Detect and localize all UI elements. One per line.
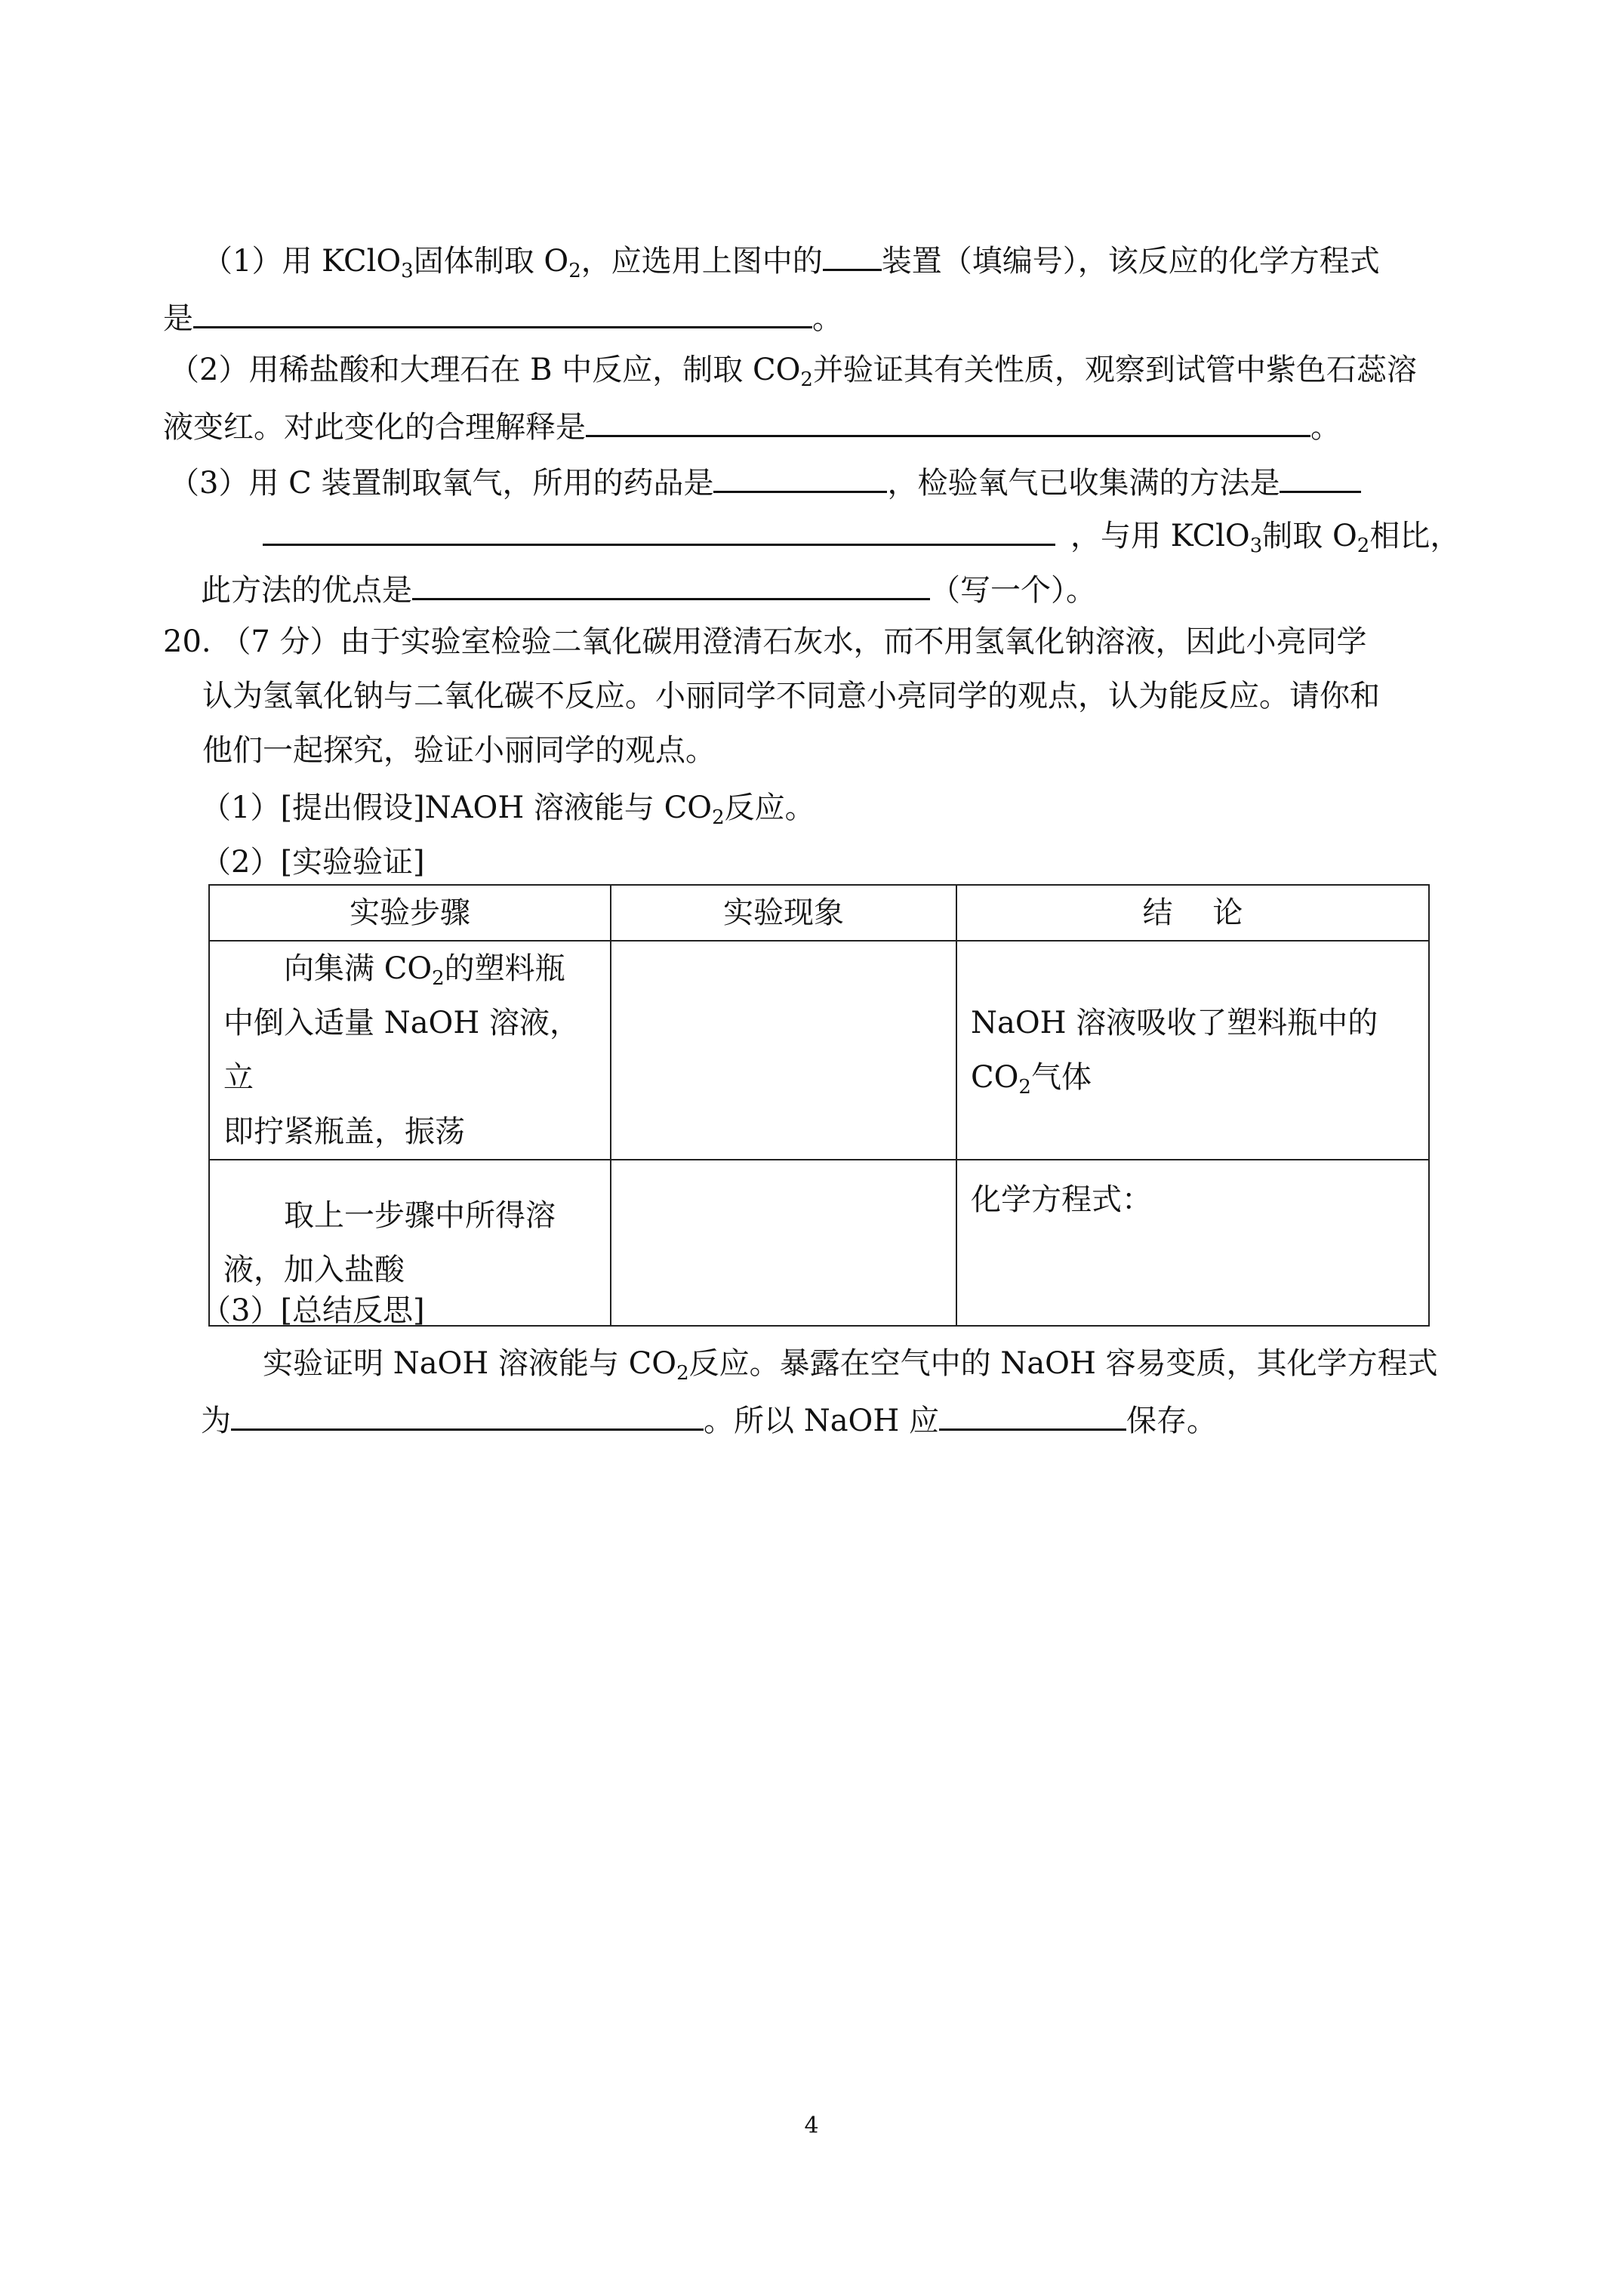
- subscript: 3: [401, 260, 414, 282]
- q20-s3-text-c: 为: [201, 1404, 231, 1438]
- answer-blank[interactable]: [193, 300, 812, 328]
- q19-p1-text-d: 装置（填编号），该反应的化学方程式: [881, 244, 1380, 279]
- q19-p2-text-c: 液变红。对此变化的合理解释是: [163, 410, 586, 445]
- q19-p3-text-d: 制取 O: [1262, 519, 1357, 553]
- table-cell-phenomenon[interactable]: [611, 941, 956, 1160]
- table-header-row: [209, 885, 1429, 941]
- q19-part3-line2: [263, 518, 1461, 557]
- cell-line: [971, 1050, 1415, 1105]
- subscript: 2: [1018, 1076, 1031, 1099]
- table-header: 结 论: [956, 885, 1429, 941]
- q20-step1-text-a: （1）[提出假设]NAOH 溶液能与 CO: [201, 791, 713, 825]
- q19-p2-text-a: （2）用稀盐酸和大理石在 B 中反应，制取 CO: [169, 353, 801, 387]
- q19-p1-text-e: 是: [163, 301, 193, 336]
- q19-p3-text-f: 此方法的优点是: [201, 573, 412, 608]
- q19-p1-text-b: 固体制取 O: [413, 244, 569, 279]
- q19-p3-text-e: 相比，: [1369, 519, 1461, 553]
- table-row: [209, 941, 1429, 1160]
- table-header: 实验步骤: [209, 885, 611, 941]
- answer-blank[interactable]: [1280, 465, 1361, 493]
- q20-step3-line1: [263, 1346, 1438, 1385]
- q19-p3-text-a: （3）用 C 装置制取氧气，所用的药品是: [169, 466, 714, 501]
- q19-part3-line1: [169, 465, 1361, 501]
- page-number: 4: [804, 2113, 819, 2139]
- q20-s3-text-e: 保存。: [1126, 1404, 1217, 1438]
- subscript: 2: [1357, 535, 1370, 557]
- q19-p2-text-d: 。: [1310, 410, 1341, 445]
- q20-line2: 认为氢氧化钠与二氧化碳不反应。小丽同学不同意小亮同学的观点，认为能反应。请你和: [202, 679, 1380, 713]
- cell-line: NaOH 溶液吸收了塑料瓶中的: [971, 1006, 1378, 1040]
- q19-p1-text-f: 。: [812, 301, 842, 336]
- cell-text-part: 气体: [1030, 1060, 1092, 1095]
- q19-part1-line1: [202, 243, 1380, 282]
- answer-blank[interactable]: [713, 465, 887, 493]
- q19-p1-text-a: （1）用 KClO: [202, 244, 402, 279]
- q19-p3-text-c: ，与用 KClO: [1070, 519, 1250, 553]
- subscript: 2: [432, 967, 445, 990]
- q19-part3-line3: [201, 572, 1096, 606]
- q19-part1-line2: [163, 300, 842, 334]
- q19-p3-text-g: （写一个）。: [930, 573, 1096, 608]
- cell-line: 中倒入适量 NaOH 溶液，立: [223, 1006, 580, 1095]
- subscript: 2: [568, 260, 581, 282]
- cell-line: 取上一步骤中所得溶: [284, 1198, 556, 1233]
- q20-line1: 20. （7 分）由于实验室检验二氧化碳用澄清石灰水，而不用氢氧化钠溶液，因此小亮同学: [163, 624, 1367, 659]
- cell-line: [223, 942, 596, 996]
- subscript: 2: [712, 806, 725, 829]
- experiment-table: [208, 884, 1430, 1327]
- answer-blank[interactable]: [231, 1403, 704, 1431]
- cell-text-part: 的塑料瓶: [444, 951, 565, 986]
- cell-line: 液，加入盐酸: [223, 1253, 405, 1287]
- subscript: 3: [1249, 535, 1263, 557]
- table-cell-step: [209, 941, 611, 1160]
- q19-part2-line1: [169, 353, 1417, 391]
- answer-blank[interactable]: [586, 409, 1310, 437]
- q20-s3-text-b: 反应。暴露在空气中的 NaOH 容易变质，其化学方程式: [688, 1346, 1438, 1381]
- answer-blank[interactable]: [939, 1403, 1126, 1431]
- subscript: 2: [676, 1362, 689, 1385]
- q20-step1-text-b: 反应。: [724, 791, 815, 825]
- answer-blank[interactable]: [412, 572, 930, 600]
- q20-step1: [201, 791, 815, 829]
- cell-text-part: CO: [971, 1060, 1019, 1095]
- cell-line: 即拧紧瓶盖，振荡: [223, 1114, 465, 1149]
- q20-step2: （2）[实验验证]: [201, 845, 425, 880]
- table-cell-conclusion: [956, 941, 1429, 1160]
- table-header: 实验现象: [611, 885, 956, 941]
- q19-p3-text-b: ，检验氧气已收集满的方法是: [887, 466, 1280, 501]
- q19-p2-text-b: 并验证其有关性质，观察到试管中紫色石蕊溶: [812, 353, 1417, 387]
- q20-s3-text-a: 实验证明 NaOH 溶液能与 CO: [263, 1346, 677, 1381]
- q19-p1-text-c: ，应选用上图中的: [581, 244, 823, 279]
- q20-step3: （3）[总结反思]: [201, 1293, 425, 1328]
- q20-s3-text-d: 。所以 NaOH 应: [704, 1404, 939, 1438]
- cell-text-part: 向集满 CO: [284, 951, 433, 986]
- q20-line3: 他们一起探究，验证小丽同学的观点。: [202, 733, 716, 768]
- table-cell-conclusion[interactable]: [956, 1160, 1429, 1326]
- answer-blank[interactable]: [823, 243, 882, 271]
- table-cell-phenomenon[interactable]: [611, 1160, 956, 1326]
- cell-line: 化学方程式：: [971, 1182, 1152, 1217]
- subscript: 2: [800, 368, 813, 391]
- q19-part2-line2: [163, 409, 1341, 445]
- answer-blank[interactable]: [263, 518, 1055, 546]
- q20-step3-line2: [201, 1403, 1217, 1436]
